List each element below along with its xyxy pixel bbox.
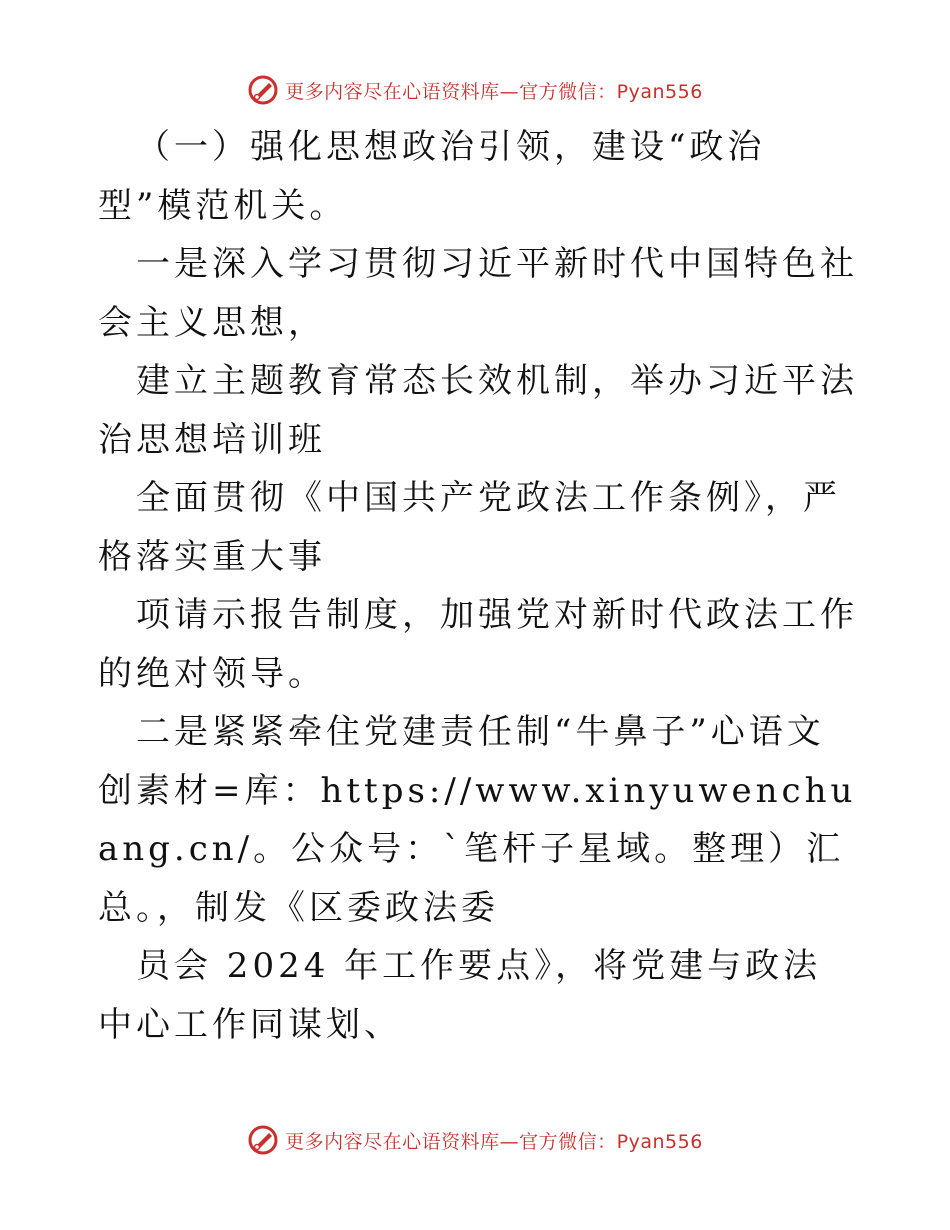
footer-watermark [0, 1120, 950, 1160]
document-body [98, 118, 858, 1054]
paragraph: 建立主题教育常态长效机制，举办习近平法治思想培训班 [98, 361, 858, 460]
paragraph: 二是紧紧牵住党建责任制“牛鼻子”心语文创素材=库：https://www.xinyuwenchuang.cn/。公众号：`笔杆子星域。整理）汇总。，制发《区委政法委 [98, 712, 857, 928]
paragraph: 员会 2024 年工作要点》，将党建与政法中心工作同谋划、 [98, 946, 822, 1045]
paragraph-heading: （一）强化思想政治引领，建设“政治型”模范机关。 [98, 127, 766, 226]
watermark-text: 更多内容尽在心语资料库—官方微信：Pyan556 [285, 80, 703, 103]
watermark-text: 更多内容尽在心语资料库—官方微信：Pyan556 [285, 1130, 703, 1153]
brush-logo-icon [247, 74, 279, 106]
header-watermark [0, 70, 950, 110]
brush-logo-icon [247, 1124, 279, 1156]
paragraph: 一是深入学习贯彻习近平新时代中国特色社会主义思想， [98, 244, 858, 343]
paragraph: 项请示报告制度，加强党对新时代政法工作的绝对领导。 [98, 595, 858, 694]
paragraph: 全面贯彻《中国共产党政法工作条例》，严格落实重大事 [98, 478, 841, 577]
